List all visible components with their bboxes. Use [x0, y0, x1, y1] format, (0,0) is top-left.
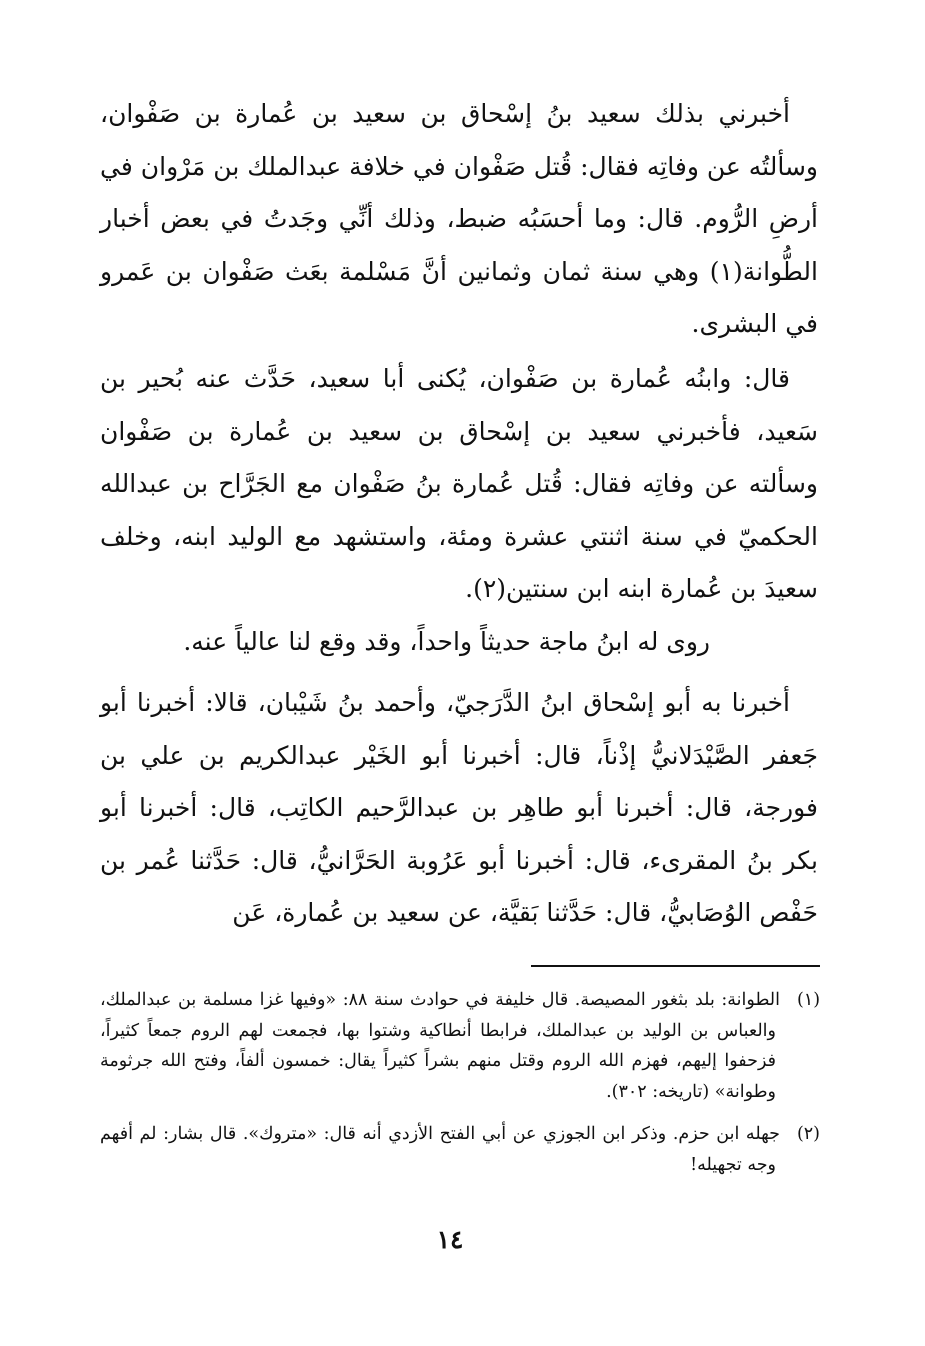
paragraph-text: روى له ابنُ ماجة حديثاً واحداً، وقد وقع لنا عالياً عنه. — [183, 627, 710, 656]
paragraph-text: أخبرنا به أبو إسْحاق ابنُ الدَّرَجيّ، وأحمد بنُ شَيْبان، قالا: أخبرنا أبو جَعفر الصَّيْدَلانيُّ إذْناً، قال: أخبرنا أبو الخَيْر عبدالكريم بن علي بن فورجة، قال: أخبرنا أبو طاهِر بن عبدالرَّحيم الكاتِب، قال: أخبرنا أبو بكر بنُ المقرىء، قال: أخبرنا أبو عَرُوبة الحَرَّانيُّ، قال: حَدَّثنا عُمر بن حَفْص الوُصَابيُّ، قال: حَدَّثنا بَقيَّة، عن سعيد بن عُمارة، عَن — [100, 688, 818, 927]
footnote-2 — [100, 1119, 820, 1180]
footnote-number: (٢) — [796, 1124, 820, 1144]
paragraph-text: أخبرني بذلك سعيد بنُ إسْحاق بن سعيد بن عُمارة بن صَفْوان، وسألتُه عن وفاتِه فقال: قُتل صَفْوان في خلافة عبدالملك بن مَرْوان في أرضِ الرُّوم. قال: وما أحسَبُه ضبط، وذلك أنِّي وجَدتُ في بعض أخبار الطُّوانة(١) وهي سنة ثمان وثمانين أنَّ مَسْلمة بعَث صَفْوان بن عَمرو في البشرى. — [100, 99, 818, 338]
footnote-number: (١) — [796, 990, 821, 1010]
page-number: ١٤ — [436, 1225, 464, 1254]
body-paragraph-3 — [100, 616, 818, 669]
footnote-1 — [100, 985, 820, 1107]
footnote-text: الطوانة: بلد بثغور المصيصة. قال خليفة في حوادث سنة ٨٨: «وفيها غزا مسلمة بن عبدالملك، والعباس بن الوليد بن عبدالملك، فرابطا أنطاكية وشتوا بها، فجمعت لهم الروم جمعاً كثيراً، فزحفوا إليهم، فهزم الله الروم وقتل منهم بشراً كثيراً يقال: خمسون ألفاً، وفتح الله جرثومة وطوانة» (تاريخه: ٣٠٢). — [100, 990, 781, 1102]
footnote-text: جهله ابن حزم. وذكر ابن الجوزي عن أبي الفتح الأزدي أنه قال: «متروك». قال بشار: لم أفهم وجه تجهيله! — [100, 1124, 780, 1175]
body-paragraph-2 — [100, 353, 818, 616]
paragraph-text: قال: وابنُه عُمارة بن صَفْوان، يُكنى أبا سعيد، حَدَّث عنه بُحير بن سَعيد، فأخبرني سعيد بن إسْحاق بن سعيد بن عُمارة بن صَفْوان وسألته عن وفاتِه فقال: قُتل عُمارة بنُ صَفْوان مع الجَرَّاح بن عبدالله الحكميّ في سنة اثنتي عشرة ومئة، واستشهد مع الوليد ابنه، وخلف سعيدَ بن عُمارة ابنه ابن سنتين(٢). — [100, 364, 818, 603]
body-paragraph-4 — [100, 677, 818, 940]
body-paragraph-1 — [100, 88, 818, 351]
footnotes — [100, 985, 820, 1192]
footnote-divider — [531, 965, 820, 967]
